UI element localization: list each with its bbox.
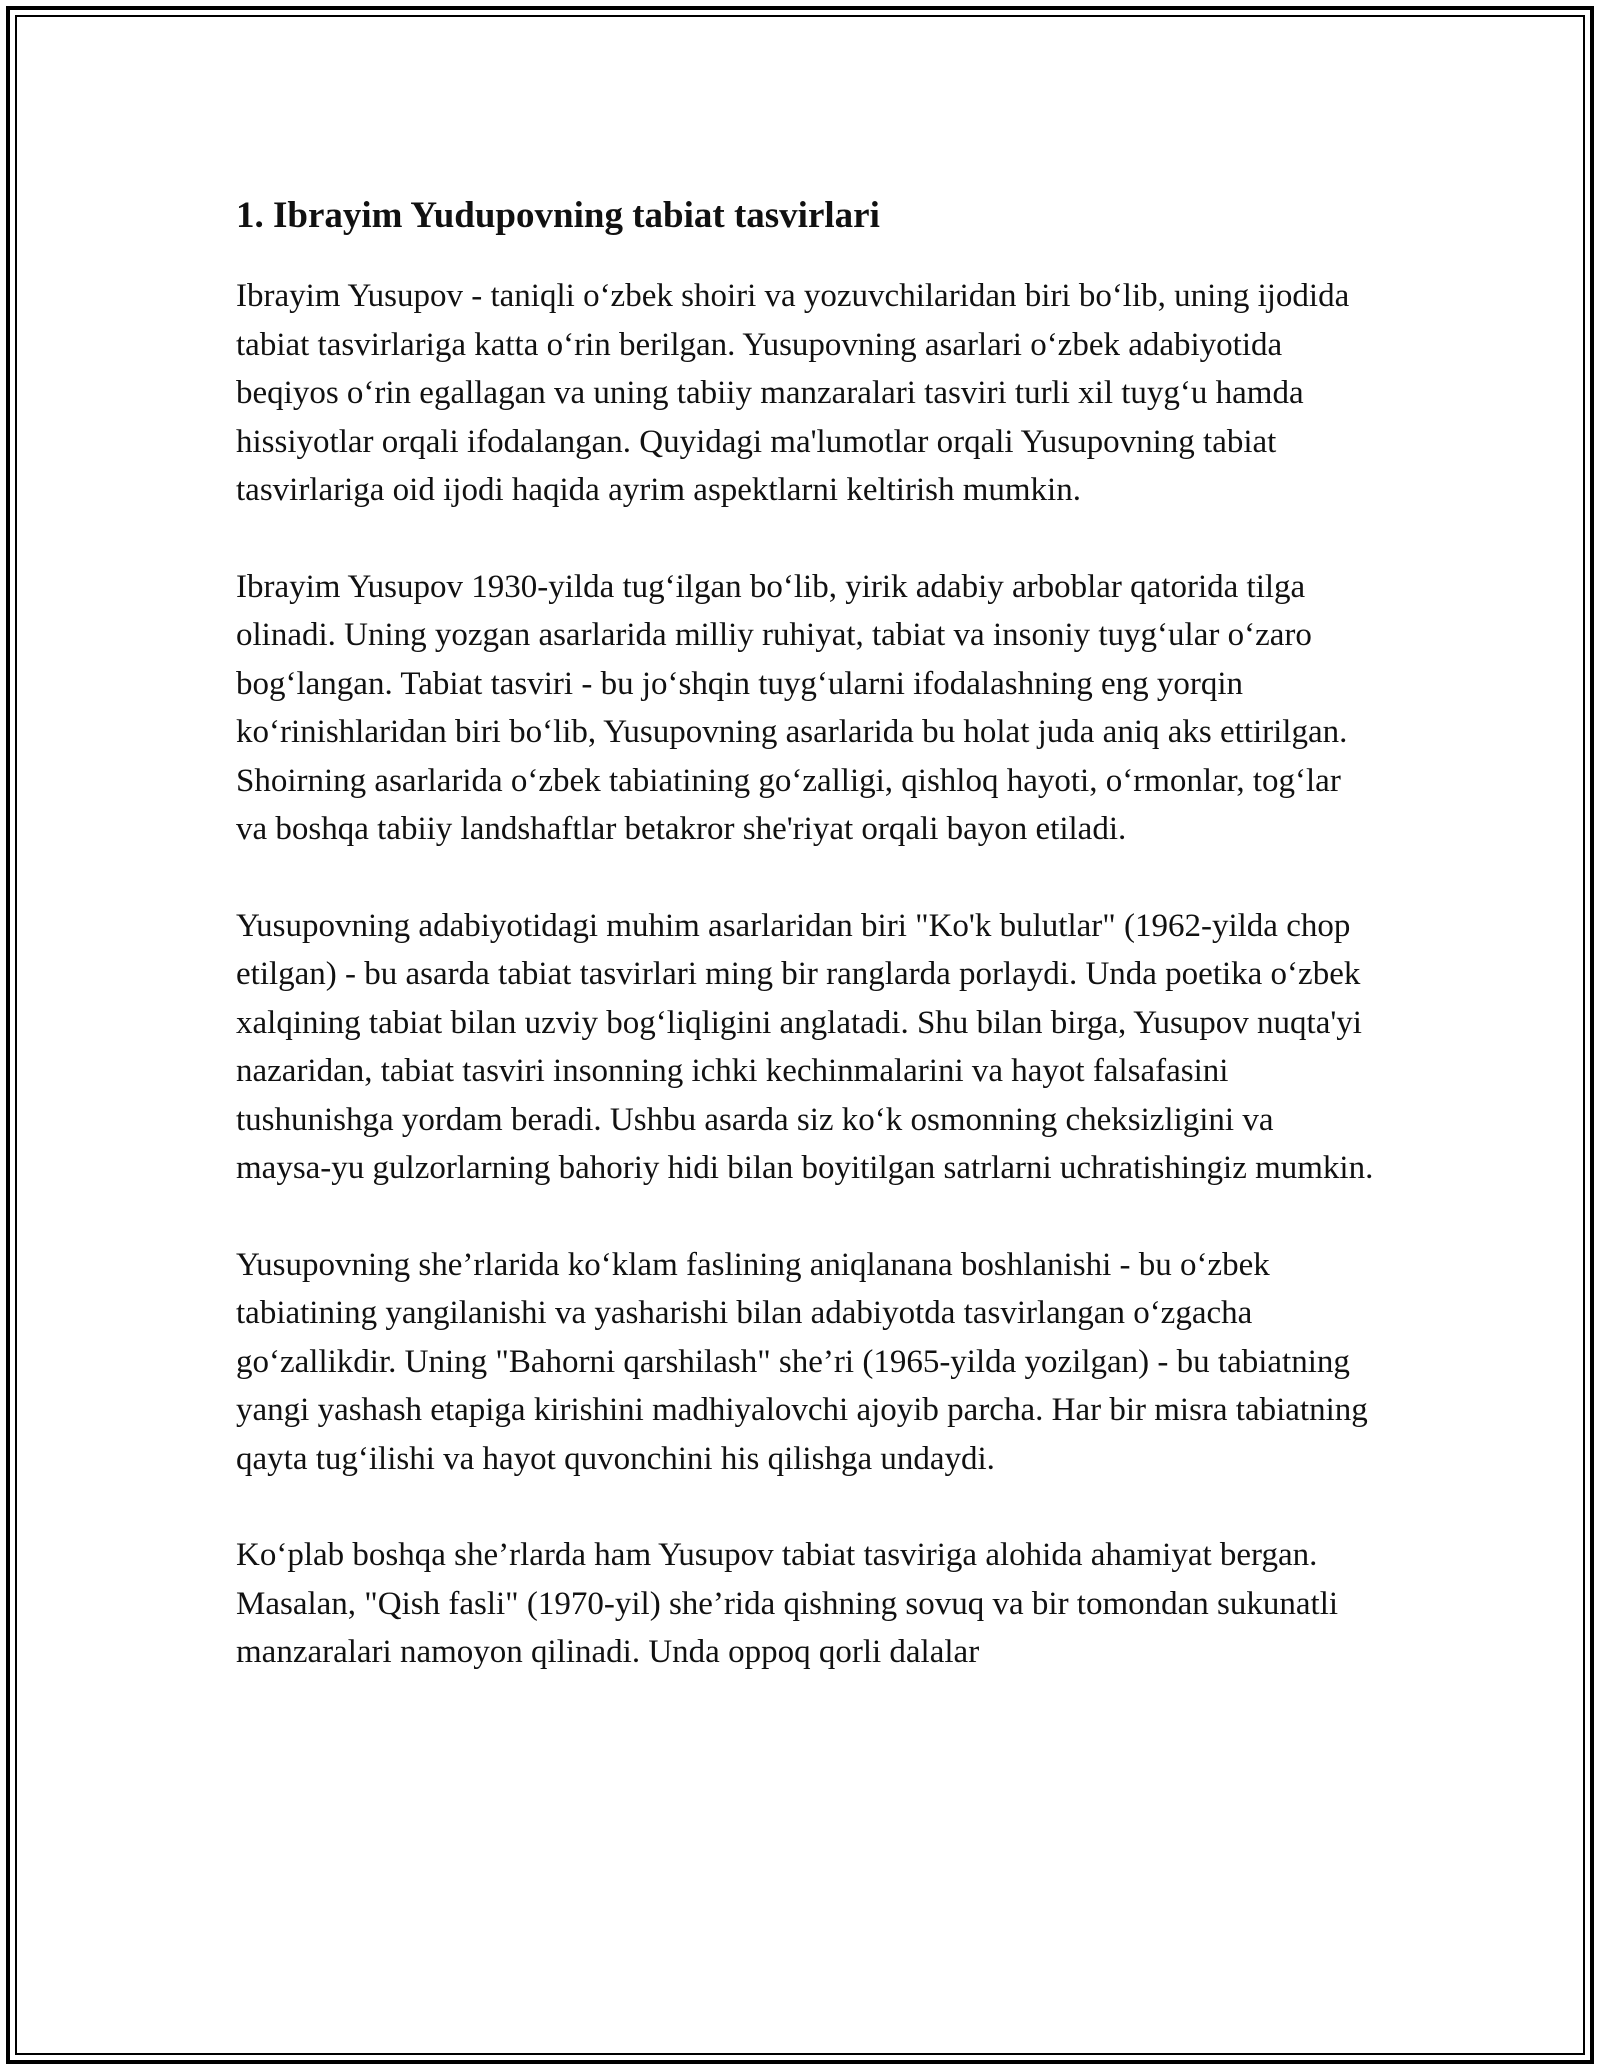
- document-body: [236, 188, 1376, 1725]
- paragraph-1: Ibrayim Yusupov - taniqli o‘zbek shoiri va yozuvchilaridan biri bo‘lib, uning ijodida tabiat tasvirlariga katta o‘rin berilgan. Yusupovning asarlari o‘zbek adabiyotida beqiyos o‘rin egallagan va uning tabiiy manzaralari tasviri turli xil tuyg‘u hamda hissiyotlar orqali ifodalangan. Quyidagi ma'lumotlar orqali Yusupovning tabiat tasvirlariga oid ijodi haqida ayrim aspektlarni keltirish mumkin.: [236, 278, 1350, 508]
- paragraph-3: Yusupovning adabiyotidagi muhim asarlaridan biri "Ko'k bulutlar" (1962-yilda chop etilgan) - bu asarda tabiat tasvirlari ming bir ranglarda porlaydi. Unda poetika o‘zbek xalqining tabiat bilan uzviy bog‘liqligini anglatadi. Shu bilan birga, Yusupov nuqta'yi nazaridan, tabiat tasviri insonning ichki kechinmalarini va hayot falsafasini tushunishga yordam beradi. Ushbu asarda siz ko‘k osmonning cheksizligini va maysa-yu gulzorlarning bahoriy hidi bilan boyitilgan satrlarni uchratishingiz mumkin.: [236, 907, 1374, 1186]
- paragraph-2: Ibrayim Yusupov 1930-yilda tug‘ilgan bo‘lib, yirik adabiy arboblar qatorida tilga olinadi. Uning yozgan asarlarida milliy ruhiyat, tabiat va insoniy tuyg‘ular o‘zaro bog‘langan. Tabiat tasviri - bu jo‘shqin tuyg‘ularni ifodalashning eng yorqin ko‘rinishlaridan biri bo‘lib, Yusupovning asarlarida bu holat juda aniq aks ettirilgan. Shoirning asarlarida o‘zbek tabiatining go‘zalligi, qishloq hayoti, o‘rmonlar, tog‘lar va boshqa tabiiy landshaftlar betakror she'riyat orqali bayon etiladi.: [236, 568, 1348, 847]
- paragraph-5: Ko‘plab boshqa she’rlarda ham Yusupov tabiat tasviriga alohida ahamiyat bergan. Masalan, "Qish fasli" (1970-yil) she’rida qishning sovuq va bir tomondan sukunatli manzaralari namoyon qilinadi. Unda oppoq qorli dalalar: [236, 1537, 1339, 1670]
- paragraph-4: Yusupovning she’rlarida ko‘klam faslining aniqlanana boshlanishi - bu o‘zbek tabiatining yangilanishi va yasharishi bilan adabiyotda tasvirlangan o‘zgacha go‘zallikdir. Uning "Bahorni qarshilash" she’ri (1965-yilda yozilgan) - bu tabiatning yangi yashash etapiga kirishini madhiyalovchi ajoyib parcha. Har bir misra tabiatning qayta tug‘ilishi va hayot quvonchini his qilishga undaydi.: [236, 1246, 1368, 1477]
- document-title: 1. Ibrayim Yudupovning tabiat tasvirlari: [236, 195, 880, 236]
